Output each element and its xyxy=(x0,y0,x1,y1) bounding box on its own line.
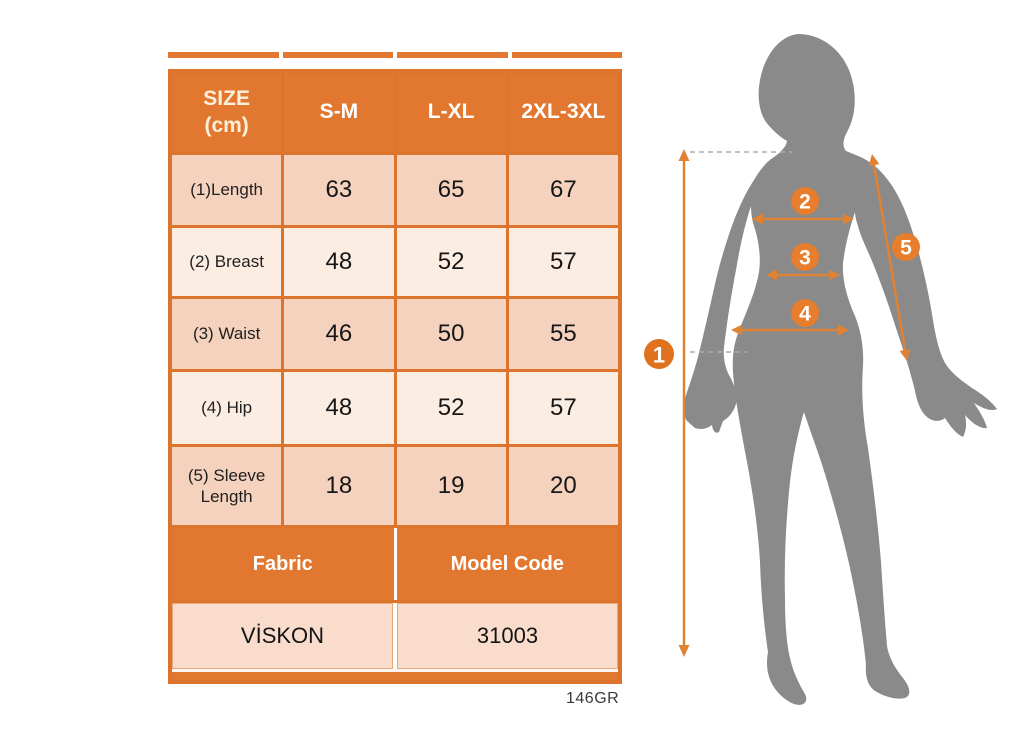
column-header-2xl-3xl: 2XL-3XL xyxy=(509,73,618,152)
row-label-sleeve-length: (5) Sleeve Length xyxy=(172,447,281,525)
marker-4 xyxy=(791,299,819,327)
woman-silhouette xyxy=(683,34,997,705)
header-size-cm xyxy=(172,73,281,152)
sleeve-l-xl: 19 xyxy=(397,447,506,525)
breast-l-xl: 52 xyxy=(397,228,506,296)
sleeve-2xl-3xl: 20 xyxy=(509,447,618,525)
marker-3 xyxy=(791,243,819,271)
breast-2xl-3xl: 57 xyxy=(509,228,618,296)
model-code-value: 31003 xyxy=(397,603,618,669)
row-label-breast: (2) Breast xyxy=(172,228,281,296)
strip-segment xyxy=(512,52,623,58)
hip-s-m: 48 xyxy=(284,372,393,444)
length-2xl-3xl: 67 xyxy=(509,155,618,225)
header-size-line2: (cm) xyxy=(204,113,249,137)
model-code-header: Model Code xyxy=(397,528,619,600)
size-chart xyxy=(168,52,622,684)
row-label-length: (1)Length xyxy=(172,155,281,225)
marker-5-label: 5 xyxy=(900,236,912,260)
strip-segment xyxy=(397,52,508,58)
strip-segment xyxy=(168,52,279,58)
info-header-band xyxy=(172,528,618,600)
waist-2xl-3xl: 55 xyxy=(509,299,618,369)
fabric-header: Fabric xyxy=(172,528,394,600)
info-value-band xyxy=(172,603,618,669)
row-label-hip: (4) Hip xyxy=(172,372,281,444)
marker-2 xyxy=(791,187,819,215)
marker-4-label: 4 xyxy=(799,302,811,326)
waist-l-xl: 50 xyxy=(397,299,506,369)
strip-segment xyxy=(283,52,394,58)
size-grid xyxy=(172,73,618,525)
breast-s-m: 48 xyxy=(284,228,393,296)
table-bottom-border-strip xyxy=(172,669,618,680)
fabric-value: VİSKON xyxy=(172,603,393,669)
waist-s-m: 46 xyxy=(284,299,393,369)
marker-1-label: 1 xyxy=(652,342,666,368)
header-size-line1: SIZE xyxy=(203,87,250,111)
size-table-body xyxy=(168,69,622,684)
column-header-l-xl: L-XL xyxy=(397,73,506,152)
table-top-border-strip xyxy=(168,52,622,58)
row-label-waist: (3) Waist xyxy=(172,299,281,369)
marker-5 xyxy=(892,233,920,261)
marker-1 xyxy=(644,339,674,369)
column-header-s-m: S-M xyxy=(284,73,393,152)
hip-2xl-3xl: 57 xyxy=(509,372,618,444)
marker-3-label: 3 xyxy=(799,246,811,270)
sleeve-s-m: 18 xyxy=(284,447,393,525)
marker-2-label: 2 xyxy=(799,190,811,214)
measurement-figure xyxy=(630,18,1024,730)
length-l-xl: 65 xyxy=(397,155,506,225)
hip-l-xl: 52 xyxy=(397,372,506,444)
length-s-m: 63 xyxy=(284,155,393,225)
weight-note: 146GR xyxy=(566,690,620,707)
